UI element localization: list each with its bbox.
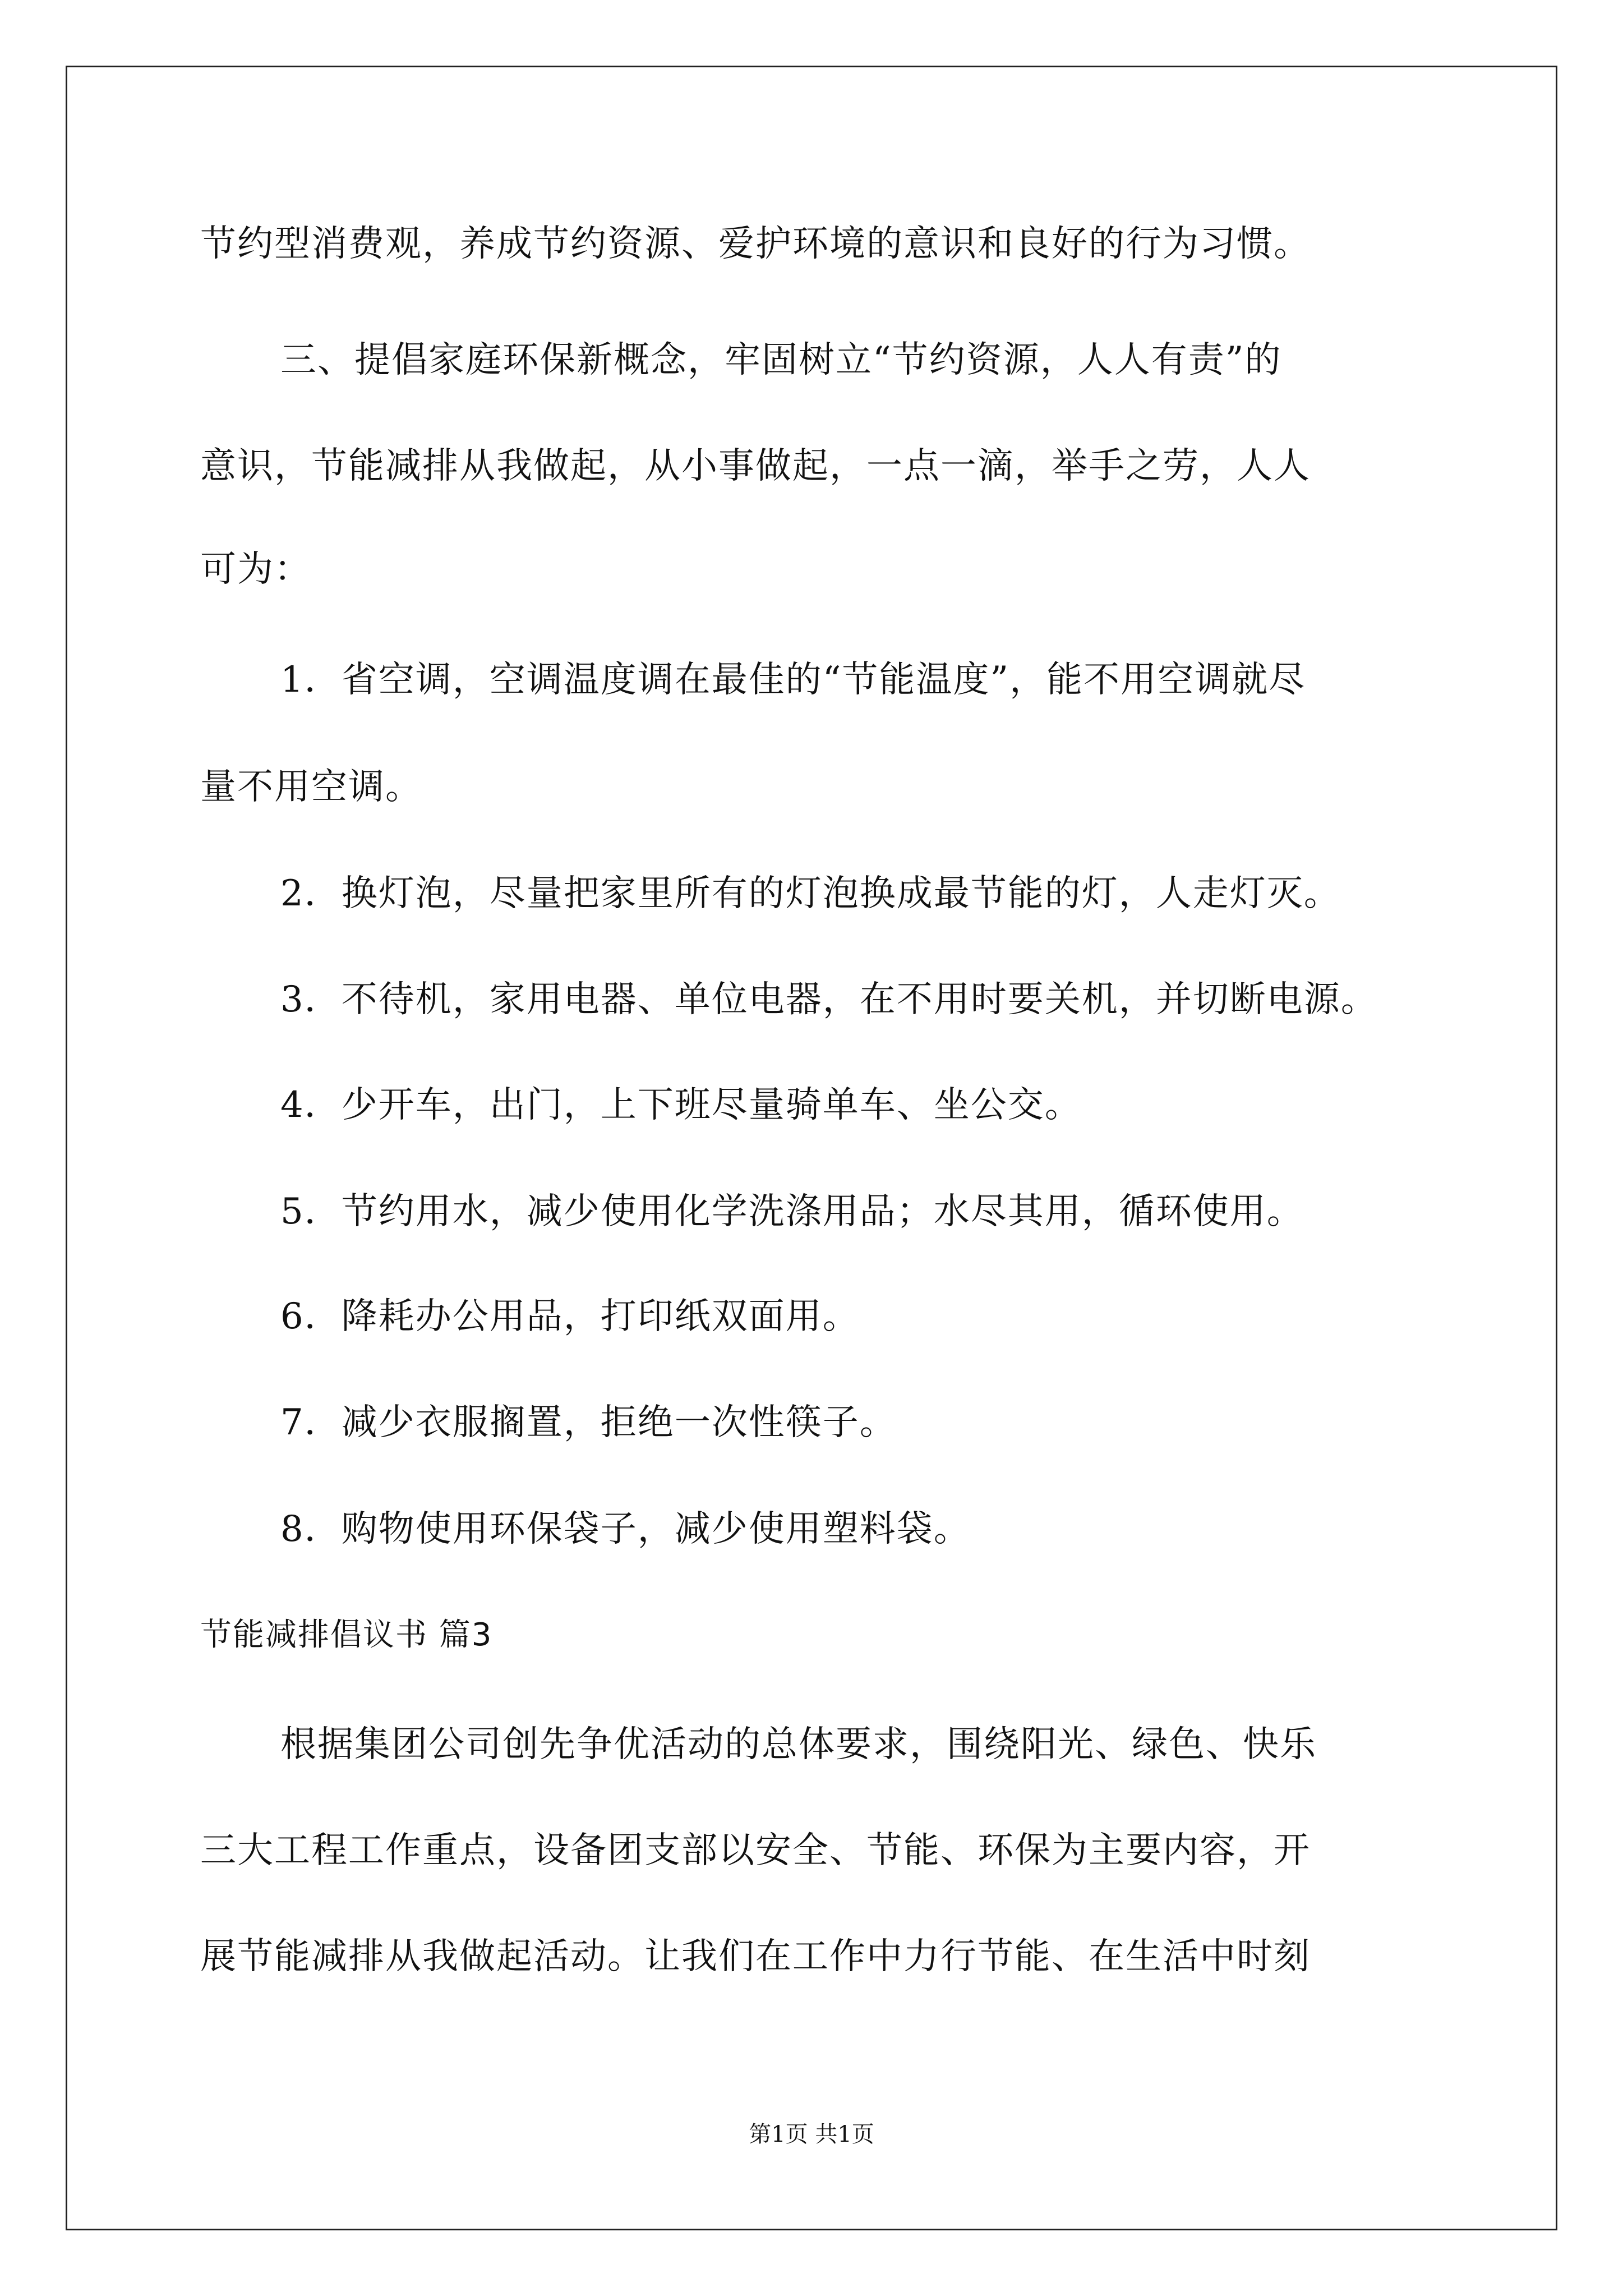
page-border [66,66,1557,2230]
list-item: 2．换灯泡，尽量把家里所有的灯泡换成最节能的灯，人走灯灭。 [280,873,1341,914]
paragraph-line: 三大工程工作重点，设备团支部以安全、节能、环保为主要内容，开 [200,1830,1311,1871]
list-item: 5．节约用水，减少使用化学洗涤用品；水尽其用，循环使用。 [280,1191,1304,1232]
list-item: 8．购物使用环保袋子，减少使用塑料袋。 [280,1508,971,1550]
list-item-continuation: 量不用空调。 [200,766,422,808]
section-heading: 节能减排倡议书 篇3 [200,1617,493,1653]
list-item: 3．不待机，家用电器、单位电器，在不用时要关机，并切断电源。 [280,979,1378,1020]
paragraph-line: 节约型消费观，养成节约资源、爱护环境的意识和良好的行为习惯。 [200,223,1311,265]
list-item: 7．减少衣服搁置，拒绝一次性筷子。 [280,1402,897,1443]
list-item: 4．少开车，出门，上下班尽量骑单车、坐公交。 [280,1084,1082,1126]
paragraph-line: 意识，节能减排从我做起，从小事做起，一点一滴，举手之劳，人人 [200,445,1311,487]
paragraph-line: 三、提倡家庭环保新概念，牢固树立“节约资源，人人有责”的 [280,339,1282,381]
page-footer: 第1页 共1页 [749,2122,874,2147]
list-item: 6．降耗办公用品，打印纸双面用。 [280,1296,860,1337]
list-item: 1．省空调，空调温度调在最佳的“节能温度”，能不用空调就尽 [280,659,1306,701]
paragraph-line: 可为： [200,549,311,590]
paragraph-line: 展节能减排从我做起活动。让我们在工作中力行节能、在生活中时刻 [200,1936,1311,1977]
paragraph-line: 根据集团公司创先争优活动的总体要求，围绕阳光、绿色、快乐 [280,1724,1317,1765]
